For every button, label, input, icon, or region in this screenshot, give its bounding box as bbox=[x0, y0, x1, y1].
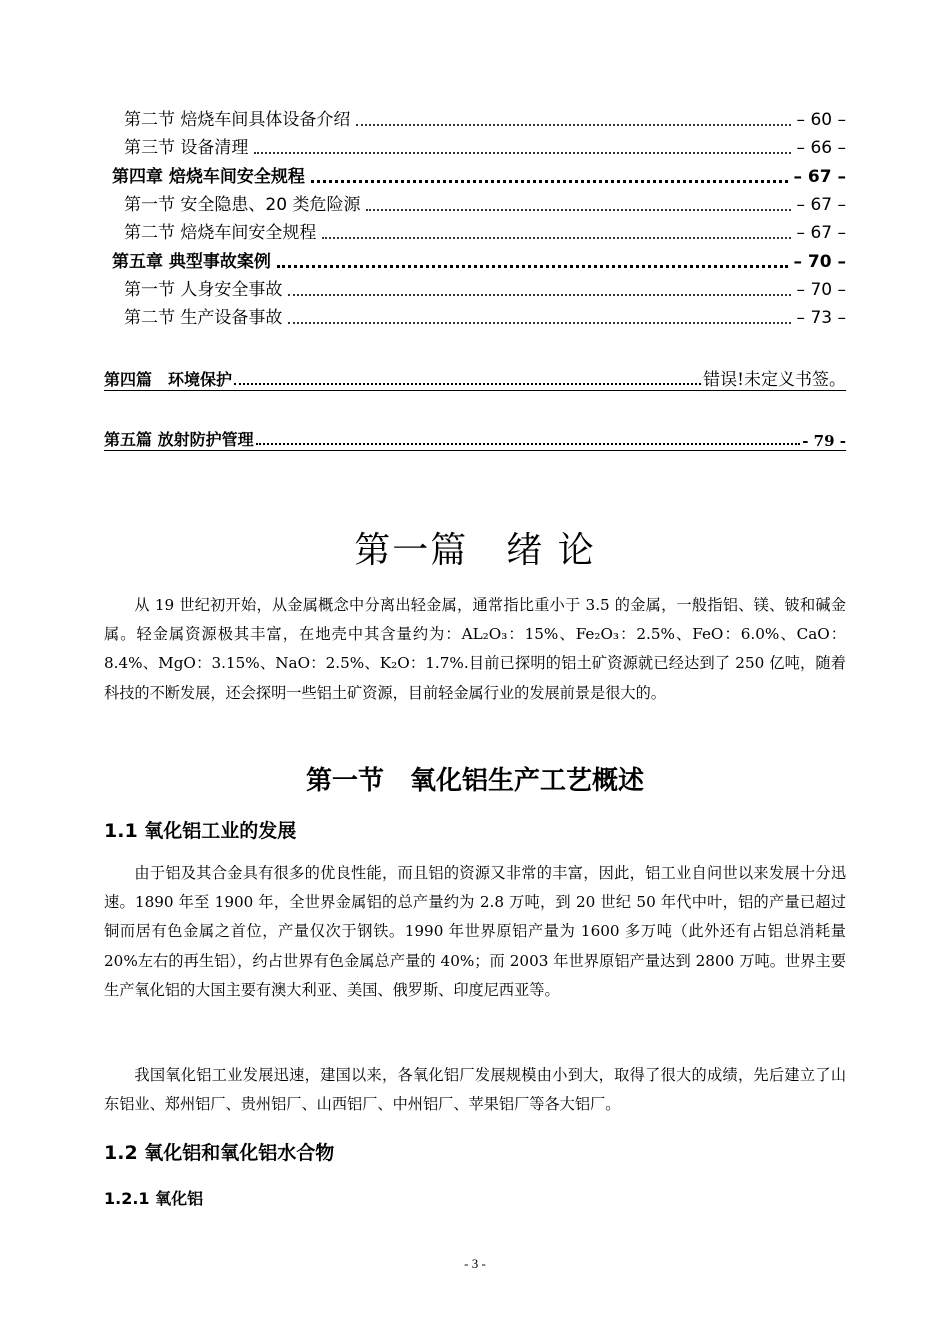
section-title: 第一节 氧化铝生产工艺概述 bbox=[305, 766, 644, 796]
toc-entry-title: 第五章 典型事故案例 bbox=[112, 252, 271, 272]
toc-entry-page: – 67 – bbox=[796, 195, 846, 215]
toc-entry-title: 第一节 安全隐患、20 类危险源 bbox=[124, 195, 361, 215]
intro-paragraph: 从 19 世纪初开始，从金属概念中分离出轻金属，通常指比重小于 3.5 的金属，一般指铝、镁、铍和碱金属。轻金属资源极其丰富，在地壳中其含量约为：AL₂O₃：15%、Fe₂O₃：2.5%、FeO：6.0%、CaO：8.4%、MgO：3.15%、NaO：2.5%、K₂O：1.7%.目前已探明的铝土矿资源就已经达到了 250 亿吨，随着科技的不断发展，还会探明一些铝土矿资源，目前轻金属行业的发展前景是很大的。 bbox=[104, 596, 846, 702]
toc-leader-dots bbox=[288, 308, 790, 324]
toc-entry[interactable] bbox=[124, 190, 846, 216]
toc-part-title: 第四篇 环境保护 bbox=[104, 370, 233, 389]
page-number: - 3 - bbox=[464, 1256, 486, 1271]
toc-leader-dots bbox=[254, 138, 790, 154]
subsubsection-heading: 1.2.1 氧化铝 bbox=[104, 1189, 204, 1208]
toc-entry[interactable] bbox=[124, 275, 846, 301]
toc-entry-title: 第四章 焙烧车间安全规程 bbox=[112, 167, 305, 187]
toc-entry-page: – 67 – bbox=[793, 167, 846, 187]
toc-entry-title: 第三节 设备清理 bbox=[124, 138, 249, 158]
subsection-heading: 1.1 氧化铝工业的发展 bbox=[104, 820, 297, 842]
toc-entry-title: 第二节 焙烧车间安全规程 bbox=[124, 223, 317, 243]
toc-entry-title: 第二节 生产设备事故 bbox=[124, 308, 283, 328]
toc-leader-dots bbox=[311, 166, 788, 183]
toc-entry[interactable] bbox=[124, 105, 846, 131]
toc-leader-dots bbox=[366, 195, 790, 211]
toc-leader-dots bbox=[256, 429, 801, 445]
toc-chapter-entry[interactable] bbox=[112, 247, 846, 273]
toc-entry-page: – 60 – bbox=[796, 110, 846, 130]
toc-part-page: - 79 - bbox=[802, 432, 846, 450]
toc-entry-title: 第一节 人身安全事故 bbox=[124, 280, 283, 300]
toc-entry[interactable] bbox=[124, 133, 846, 159]
toc-entry[interactable] bbox=[124, 303, 846, 329]
toc-entry-page: – 70 – bbox=[796, 280, 846, 300]
toc-leader-dots bbox=[288, 280, 790, 296]
toc-part-title: 第五篇 放射防护管理 bbox=[104, 430, 254, 449]
toc-leader-dots bbox=[277, 251, 788, 268]
body-paragraph: 我国氧化铝工业发展迅速，建国以来，各氧化铝厂发展规模由小到大，取得了很大的成绩，先后建立了山东铝业、郑州铝厂、贵州铝厂、山西铝厂、中州铝厂、苹果铝厂等各大铝厂。 bbox=[104, 1066, 846, 1114]
body-paragraph: 由于铝及其合金具有很多的优良性能，而且铝的资源又非常的丰富，因此，铝工业自问世以来发展十分迅速。1890 年至 1900 年，全世界金属铝的总产量约为 2.8 万吨，到 20 世纪 50 年代中叶，铝的产量已超过铜而居有色金属之首位，产量仅次于钢铁。1990 年世界原铝产量为 1600 多万吨（此外还有占铝总消耗量 20%左右的再生铝），约占世界有色金属总产量的 40%；而 2003 年世界原铝产量达到 2800 万吨。世界主要生产氧化铝的大国主要有澳大利亚、美国、俄罗斯、印度尼西亚等。 bbox=[104, 864, 846, 999]
toc-entry-page: – 73 – bbox=[796, 308, 846, 328]
toc-leader-dots bbox=[356, 110, 790, 126]
toc-part-entry[interactable] bbox=[104, 424, 846, 451]
toc-chapter-entry[interactable] bbox=[112, 162, 846, 188]
toc-entry[interactable] bbox=[124, 218, 846, 244]
part-title: 第一篇 绪 论 bbox=[354, 530, 596, 571]
toc-entry-page: – 70 – bbox=[793, 252, 846, 272]
subsection-heading: 1.2 氧化铝和氧化铝水合物 bbox=[104, 1142, 335, 1164]
toc-leader-dots bbox=[234, 369, 701, 385]
toc-entry-page: – 66 – bbox=[796, 138, 846, 158]
toc-entry-title: 第二节 焙烧车间具体设备介绍 bbox=[124, 110, 351, 130]
toc-entry-page: – 67 – bbox=[796, 223, 846, 243]
toc-leader-dots bbox=[322, 223, 790, 239]
toc-part-entry[interactable] bbox=[104, 364, 846, 391]
toc-part-page: 错误!未定义书签。 bbox=[703, 370, 846, 390]
